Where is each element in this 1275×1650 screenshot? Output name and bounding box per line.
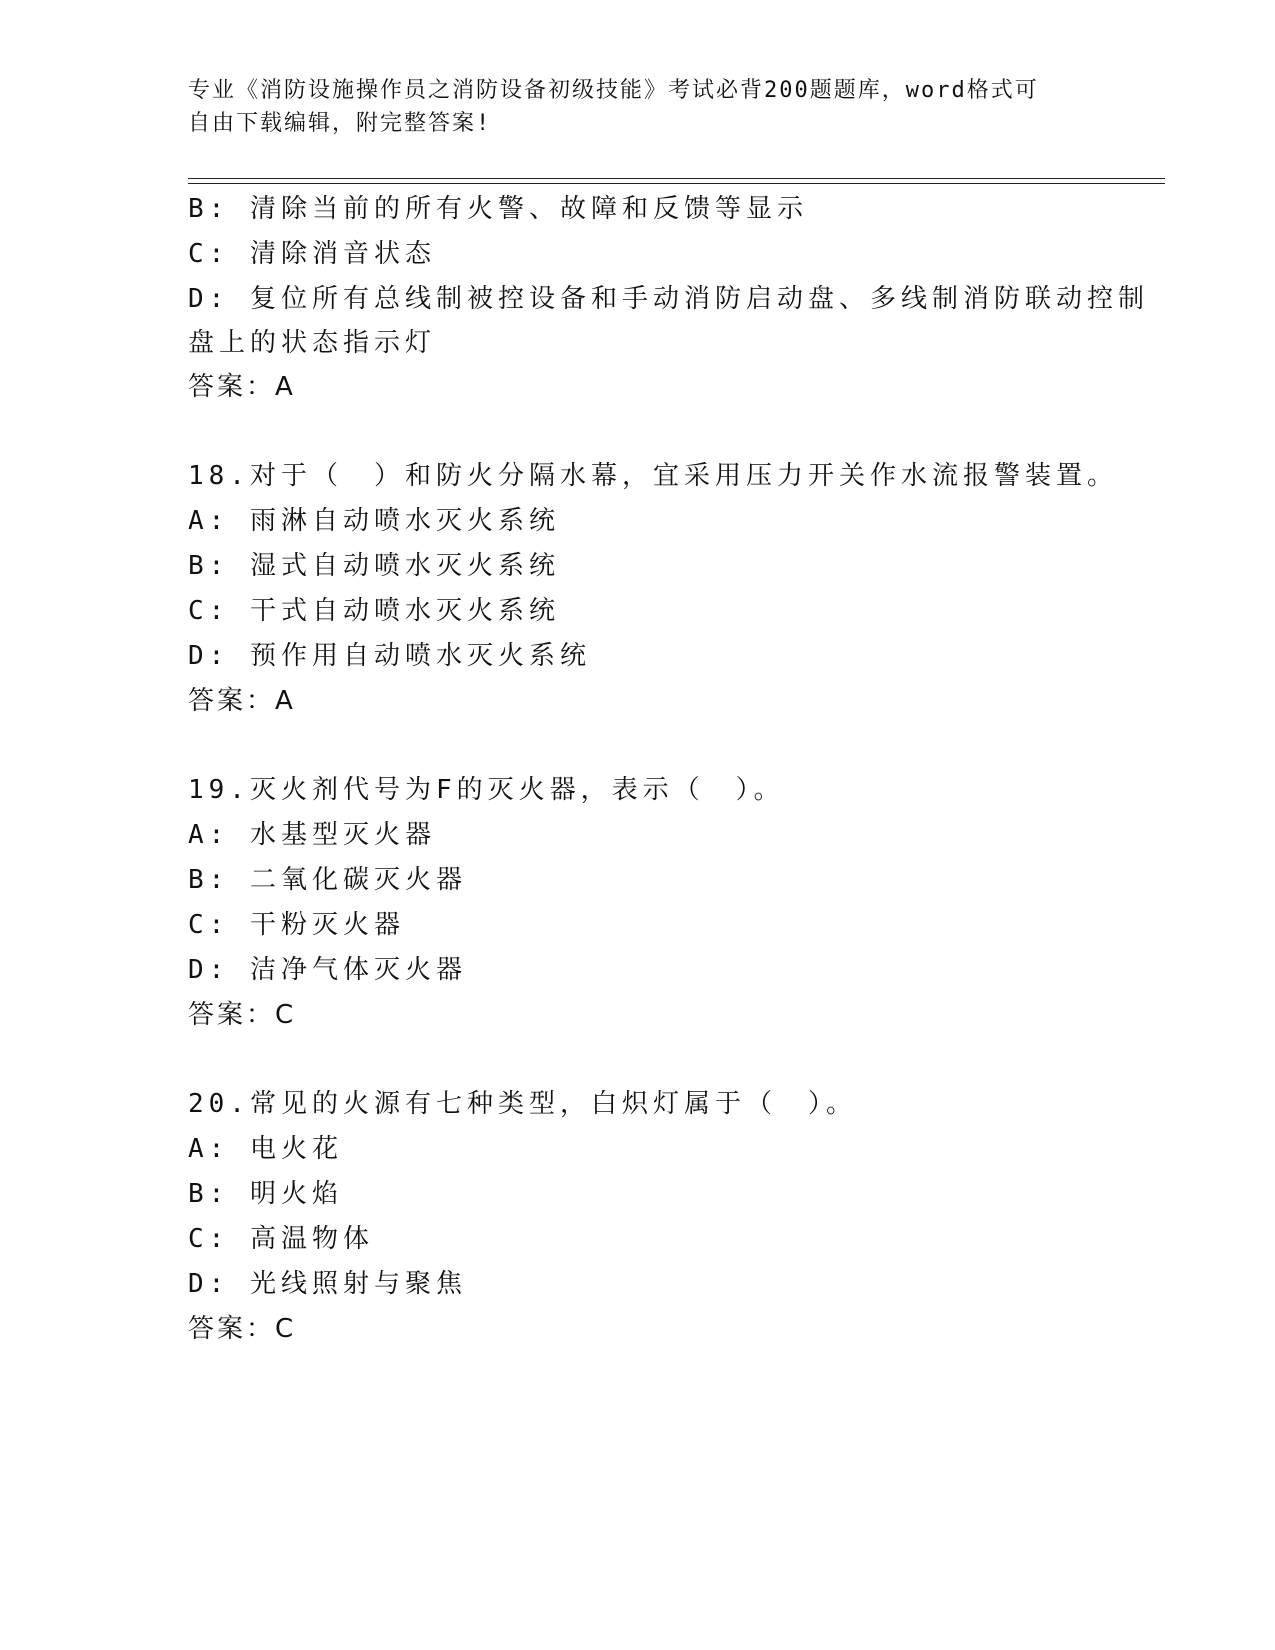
question-19-option-d: D: 洁净气体灭火器 <box>188 955 467 985</box>
question-19-option-b: B: 二氧化碳灭火器 <box>188 865 467 895</box>
question-20-stem: 20.常见的火源有七种类型，白炽灯属于（ ）。 <box>188 1089 857 1119</box>
question-19-option-c: C: 干粉灭火器 <box>188 910 405 940</box>
question-20-option-b: B: 明火焰 <box>188 1179 343 1209</box>
prev-option-c: C: 清除消音状态 <box>188 239 436 269</box>
prev-answer: 答案：A <box>188 372 296 402</box>
document-header <box>188 74 1088 140</box>
question-19-stem: 19.灭火剂代号为F的灭火器，表示（ ）。 <box>188 775 785 805</box>
question-19-option-a: A: 水基型灭火器 <box>188 820 436 850</box>
header-divider-bottom <box>188 183 1165 184</box>
question-18-stem: 18.对于（ ）和防火分隔水幕，宜采用压力开关作水流报警装置。 <box>188 461 1118 491</box>
prev-option-d-line-2: 盘上的状态指示灯 <box>188 328 437 358</box>
question-20-answer: 答案：C <box>188 1314 297 1344</box>
question-18-option-d: D: 预作用自动喷水灭火系统 <box>188 641 591 671</box>
prev-option-b: B: 清除当前的所有火警、故障和反馈等显示 <box>188 194 808 224</box>
question-19-answer: 答案：C <box>188 1000 297 1030</box>
question-18-option-b: B: 湿式自动喷水灭火系统 <box>188 551 560 581</box>
header-line-2: 自由下载编辑，附完整答案! <box>188 111 492 136</box>
header-divider-top <box>188 178 1165 179</box>
prev-option-d-line-1: D: 复位所有总线制被控设备和手动消防启动盘、多线制消防联动控制 <box>188 284 1149 314</box>
question-20-option-c: C: 高温物体 <box>188 1224 374 1254</box>
question-20-option-a: A: 电火花 <box>188 1134 343 1164</box>
question-18-option-c: C: 干式自动喷水灭火系统 <box>188 596 560 626</box>
question-18-answer: 答案：A <box>188 686 296 716</box>
question-20-option-d: D: 光线照射与聚焦 <box>188 1269 467 1299</box>
question-18-option-a: A: 雨淋自动喷水灭火系统 <box>188 506 560 536</box>
header-line-1: 专业《消防设施操作员之消防设备初级技能》考试必背200题题库，word格式可 <box>188 78 1039 103</box>
